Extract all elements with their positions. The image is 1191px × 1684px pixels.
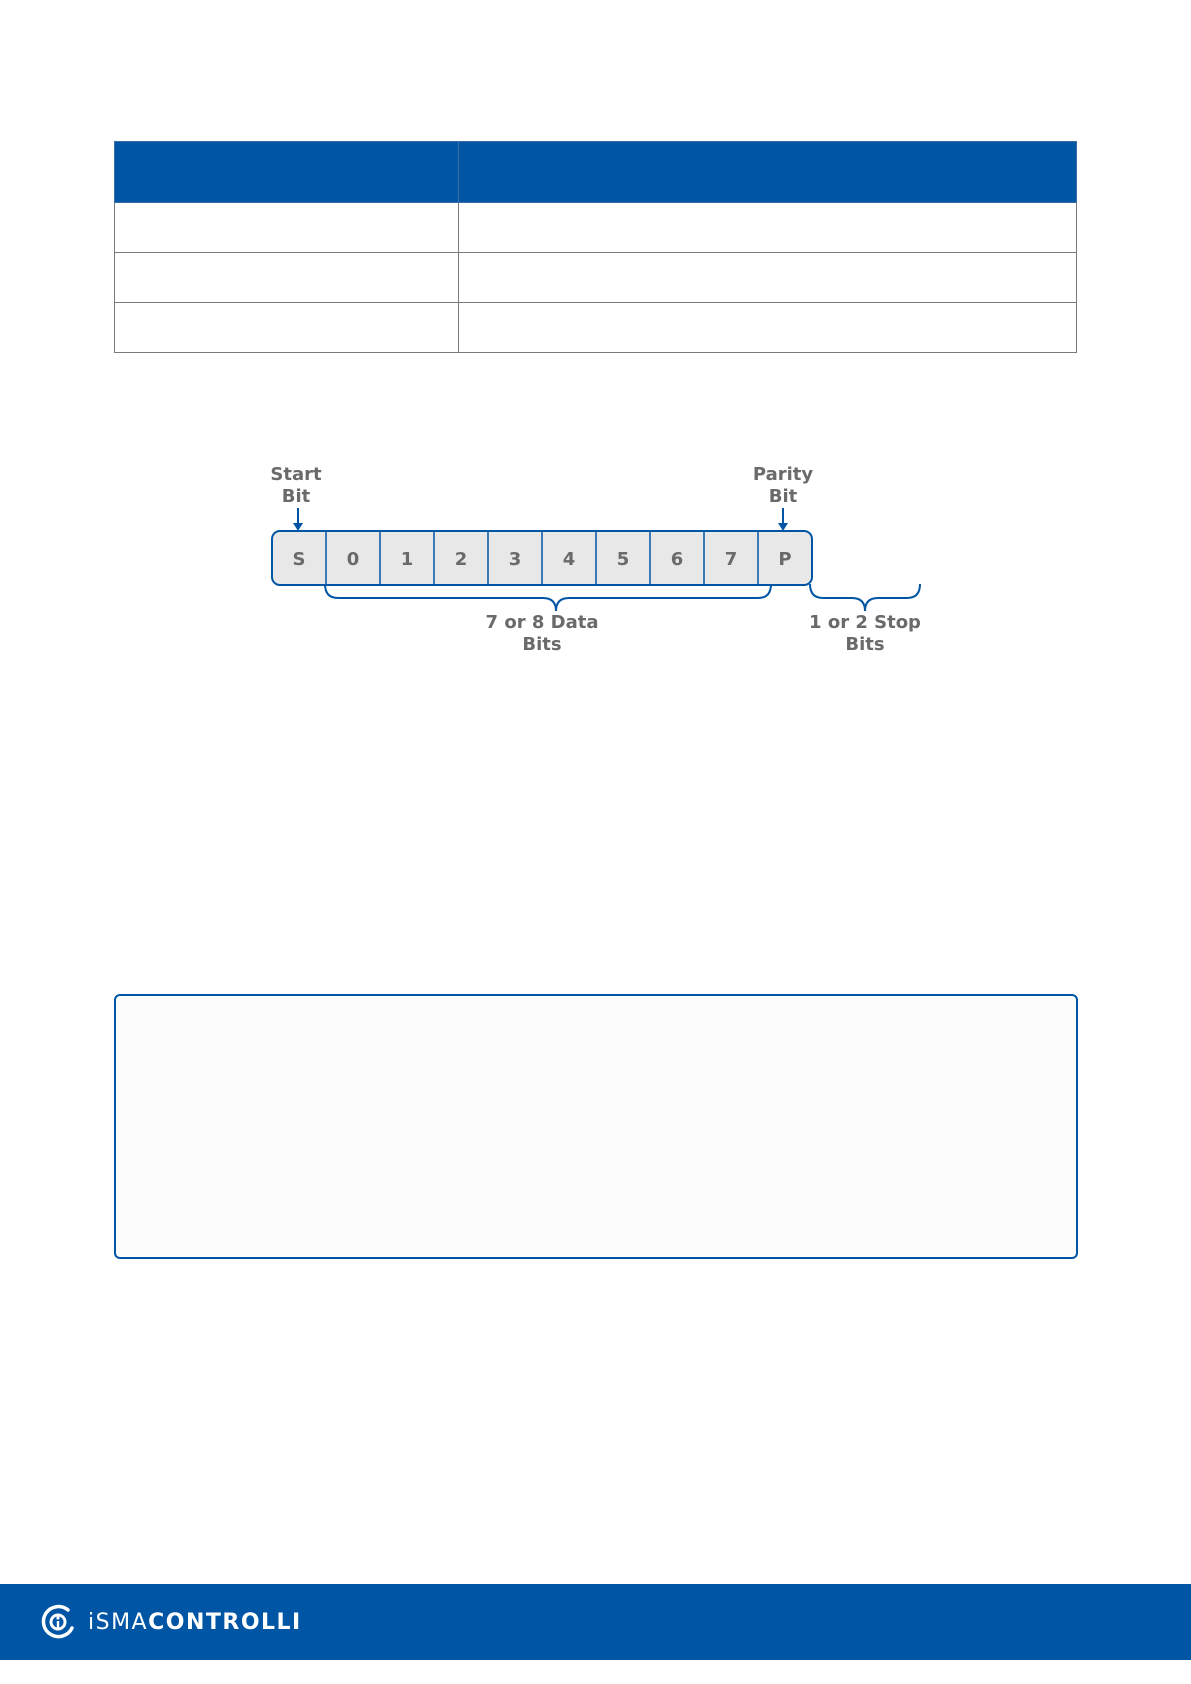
isma-logo-icon: [38, 1602, 78, 1642]
bit-cell-label: 7: [724, 549, 738, 570]
stop-bits-label-line1: 1 or 2 Stop: [809, 612, 921, 633]
start-bit-label-line2: Bit: [281, 486, 311, 507]
bit-cell-label: P: [778, 549, 792, 570]
bit-cell-label: 4: [562, 549, 576, 570]
bit-cell-label: 3: [508, 549, 522, 570]
table-cell: [115, 253, 459, 303]
table-cell: [459, 303, 1077, 353]
stop-bits-brace: [810, 584, 920, 611]
table-cell: [115, 203, 459, 253]
table-cell: [459, 203, 1077, 253]
logo-wordmark: [88, 1610, 302, 1635]
table-header-row: [115, 142, 1077, 203]
bit-cell-label: 0: [346, 549, 360, 570]
table-header-cell: [115, 142, 459, 203]
parity-bit-label-line2: Bit: [768, 486, 798, 507]
start-bit-arrowhead: [293, 523, 303, 531]
table-header-cell: [459, 142, 1077, 203]
table-row: [115, 253, 1077, 303]
parity-bit-label-line1: Parity: [752, 464, 814, 485]
frame-svg: [270, 463, 930, 663]
bit-cell-label: S: [292, 549, 306, 570]
company-logo: [38, 1598, 302, 1646]
note-box: [114, 994, 1078, 1259]
bit-cell-label: 6: [670, 549, 684, 570]
parity-bit-arrowhead: [778, 523, 788, 531]
bit-cell-label: 5: [616, 549, 630, 570]
table-row: [115, 203, 1077, 253]
table-cell: [459, 253, 1077, 303]
serial-frame-diagram: [270, 463, 930, 663]
data-bits-label-line1: 7 or 8 Data: [485, 612, 599, 633]
data-bits-label-line2: Bits: [522, 634, 562, 655]
logo-wordmark-thin: iSMA: [88, 1609, 149, 1635]
parameter-table: [114, 141, 1077, 353]
stop-bits-label-line2: Bits: [845, 634, 885, 655]
table-cell: [115, 303, 459, 353]
data-bits-brace: [325, 584, 771, 611]
bit-cell-label: 2: [454, 549, 468, 570]
logo-wordmark-bold: CONTROLLI: [148, 1609, 302, 1635]
start-bit-label-line1: Start: [270, 464, 322, 485]
table-row: [115, 303, 1077, 353]
bit-cell-label: 1: [400, 549, 414, 570]
bit-cells: [272, 531, 812, 585]
